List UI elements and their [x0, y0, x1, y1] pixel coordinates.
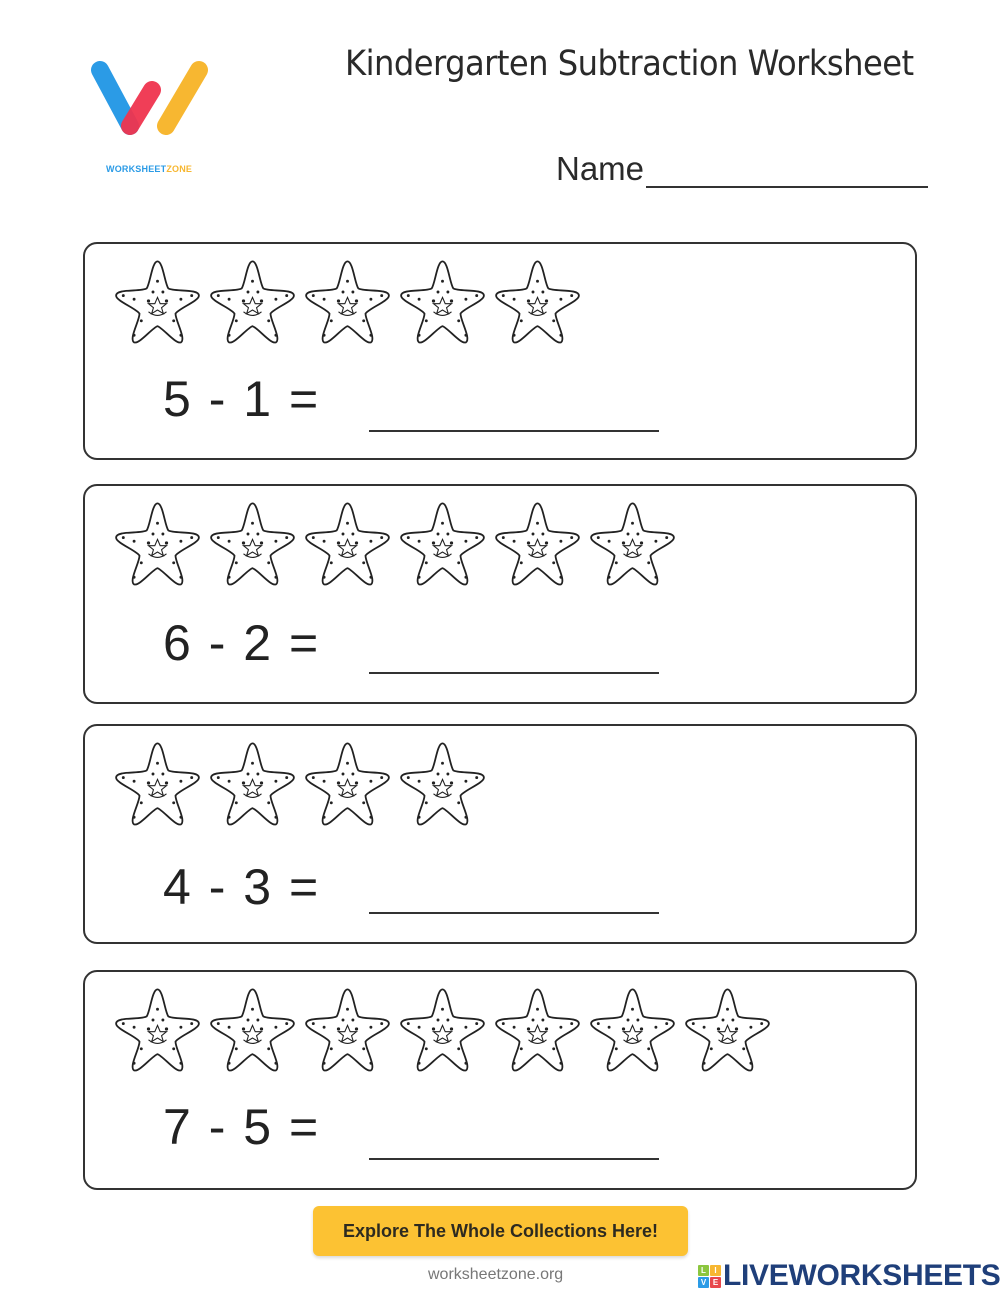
- problem-card: [83, 724, 917, 944]
- equation: 4 - 3 =: [163, 859, 319, 915]
- star-row: [111, 984, 774, 1074]
- name-field: [556, 150, 928, 188]
- footer-site-link[interactable]: worksheetzone.org: [428, 1266, 564, 1283]
- explore-collections-button[interactable]: Explore The Whole Collections Here!: [313, 1206, 688, 1256]
- w-logo-icon: [86, 58, 216, 148]
- equation: 7 - 5 =: [163, 1099, 319, 1155]
- worksheetzone-logo: [86, 58, 216, 178]
- starfish-icon: [206, 738, 299, 828]
- live-block-e: E: [710, 1277, 721, 1288]
- problem-card: [83, 970, 917, 1190]
- equation: 6 - 2 =: [163, 615, 319, 671]
- starfish-icon: [301, 738, 394, 828]
- star-row: [111, 256, 584, 346]
- star-row: [111, 498, 679, 588]
- live-block-v: V: [698, 1277, 709, 1288]
- logo-text-zone: ZONE: [166, 164, 193, 174]
- page-title: Kindergarten Subtraction Worksheet: [345, 44, 914, 84]
- star-row: [111, 738, 489, 828]
- starfish-icon: [491, 984, 584, 1074]
- equation: 5 - 1 =: [163, 371, 319, 427]
- starfish-icon: [111, 256, 204, 346]
- name-label: Name: [556, 150, 645, 187]
- starfish-icon: [206, 498, 299, 588]
- live-block-l: L: [698, 1265, 709, 1276]
- answer-input-line[interactable]: [369, 912, 659, 914]
- starfish-icon: [301, 984, 394, 1074]
- starfish-icon: [396, 738, 489, 828]
- starfish-icon: [111, 984, 204, 1074]
- live-block-i: I: [710, 1265, 721, 1276]
- answer-input-line[interactable]: [369, 672, 659, 674]
- starfish-icon: [396, 984, 489, 1074]
- liveworksheets-wordmark: LIVEWORKSHEETS: [723, 1259, 1000, 1292]
- problem-card: [83, 242, 917, 460]
- logo-wordmark: [106, 164, 192, 174]
- starfish-icon: [396, 498, 489, 588]
- starfish-icon: [206, 256, 299, 346]
- name-input-line[interactable]: [646, 150, 928, 188]
- live-blocks-icon: [698, 1265, 721, 1288]
- starfish-icon: [111, 498, 204, 588]
- answer-input-line[interactable]: [369, 1158, 659, 1160]
- starfish-icon: [491, 498, 584, 588]
- starfish-icon: [301, 498, 394, 588]
- starfish-icon: [586, 498, 679, 588]
- starfish-icon: [586, 984, 679, 1074]
- starfish-icon: [301, 256, 394, 346]
- starfish-icon: [681, 984, 774, 1074]
- liveworksheets-logo: [698, 1259, 1000, 1293]
- problem-card: [83, 484, 917, 704]
- starfish-icon: [396, 256, 489, 346]
- starfish-icon: [206, 984, 299, 1074]
- answer-input-line[interactable]: [369, 430, 659, 432]
- logo-text-worksheet: WORKSHEET: [106, 164, 167, 174]
- starfish-icon: [111, 738, 204, 828]
- starfish-icon: [491, 256, 584, 346]
